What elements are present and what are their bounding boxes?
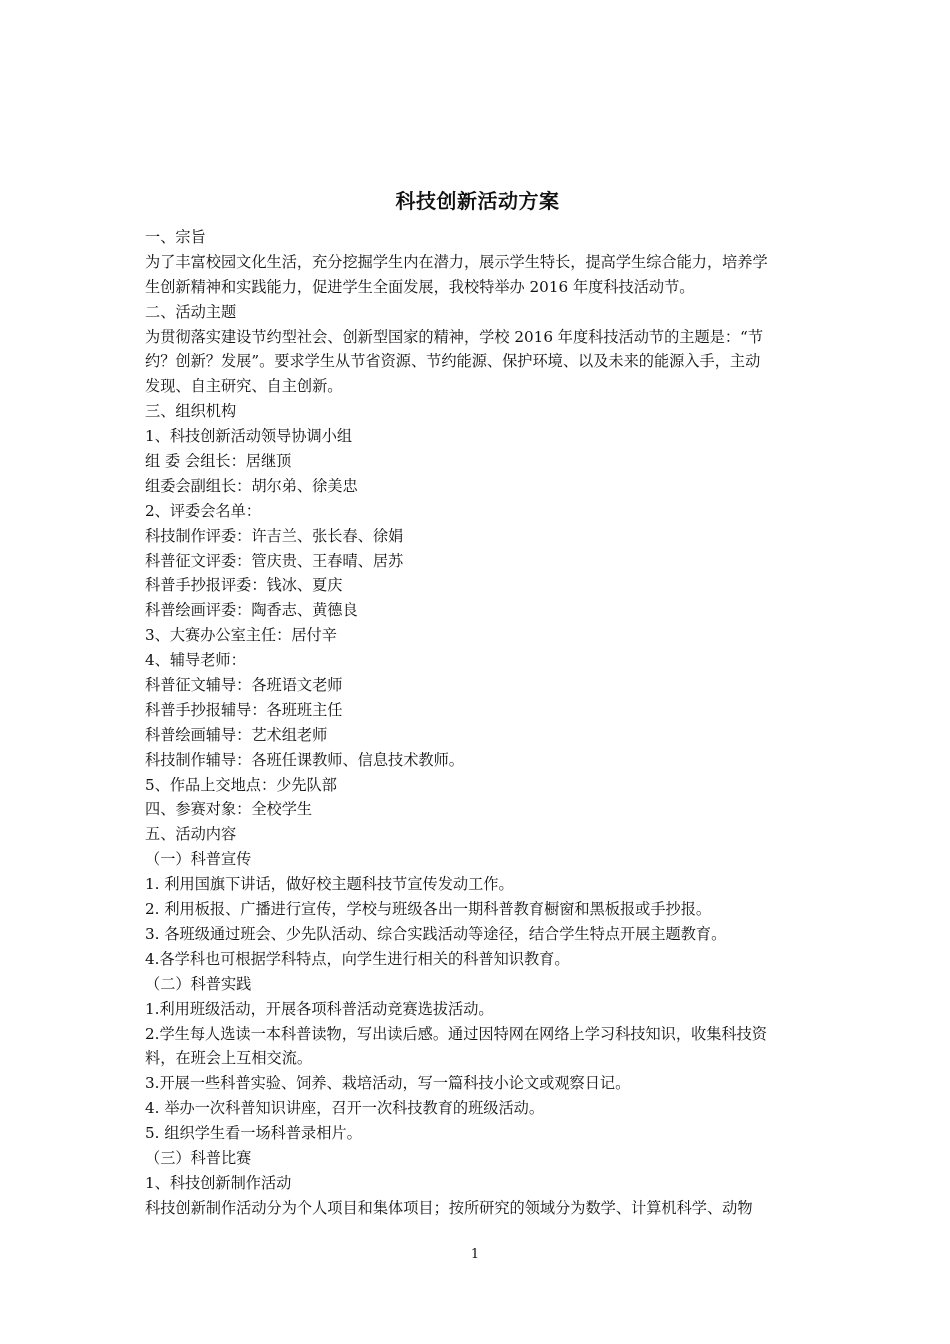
text-line: 科技创新制作活动分为个人项目和集体项目；按所研究的领域分为数学、计算机科学、动物 [145,1198,753,1217]
text-line: 生创新精神和实践能力，促进学生全面发展，我校特举办 2016 年度科技活动节。 [145,277,695,296]
text-line: 科普绘画辅导：艺术组老师 [145,725,328,744]
text-line: 约？创新？发展”。要求学生从节省资源、节约能源、保护环境、以及未来的能源入手，主动 [145,352,761,371]
text-line: 发现、自主研究、自主创新。 [145,377,343,396]
page-number: 1 [470,1247,480,1262]
text-line: 1、科技创新制作活动 [145,1173,292,1192]
text-line: 料，在班会上互相交流。 [145,1049,313,1068]
text-line: 1、科技创新活动领导协调小组 [145,427,353,446]
text-line: 2.学生每人选读一本科普读物，写出读后感。通过因特网在网络上学习科技知识，收集科技资 [145,1024,767,1043]
text-line: 三、组织机构 [145,402,237,421]
text-line: 组委会副组长：胡尔弟、徐美忠 [145,476,358,495]
text-line: 为了丰富校园文化生活，充分挖掘学生内在潜力，展示学生特长，提高学生综合能力，培养学 [145,252,768,271]
text-line: 4.各学科也可根据学科特点，向学生进行相关的科普知识教育。 [145,949,570,968]
text-line: 科普手抄报评委：钱冰、夏庆 [145,576,343,595]
text-line: 一、宗旨 [145,228,206,246]
text-line: 科技制作辅导：各班任课教师、信息技术教师。 [145,750,464,769]
text-line: 4、辅导老师： [145,651,246,670]
text-line: 3.开展一些科普实验、饲养、栽培活动，写一篇科技小论文或观察日记。 [145,1074,631,1093]
document-page [145,185,810,1221]
document-body [145,225,810,1221]
text-line: 四、参赛对象：全校学生 [145,800,313,819]
text-line: 科普征文辅导：各班语文老师 [145,676,343,695]
text-line: 为贯彻落实建设节约型社会、创新型国家的精神，学校 2016 年度科技活动节的主题是：“节 [145,327,764,346]
text-line: 组 委 会组长：居继顶 [145,452,292,471]
text-line: 5、作品上交地点：少先队部 [145,775,337,794]
text-line: 2. 利用板报、广播进行宣传，学校与班级各出一期科普教育橱窗和黑板报或手抄报。 [145,900,712,919]
text-line: （一）科普宣传 [145,850,252,869]
text-line: 科技制作评委：许吉兰、张长春、徐娟 [145,526,404,545]
text-line: 4. 举办一次科普知识讲座，召开一次科技教育的班级活动。 [145,1099,545,1118]
text-line: 1.利用班级活动，开展各项科普活动竞赛选拔活动。 [145,999,494,1018]
text-line: 1. 利用国旗下讲话，做好校主题科技节宣传发动工作。 [145,875,514,894]
text-line: 五、活动内容 [145,825,237,844]
text-line: 科普手抄报辅导：各班班主任 [145,700,343,719]
text-line: 3. 各班级通过班会、少先队活动、综合实践活动等途径，结合学生特点开展主题教育。 [145,924,727,943]
text-line: （三）科普比赛 [145,1148,252,1167]
text-line: （二）科普实践 [145,974,252,993]
document-title: 科技创新活动方案 [395,189,560,213]
text-line: 二、活动主题 [145,302,237,321]
text-line: 3、大赛办公室主任：居付辛 [145,626,337,645]
text-line: 2、评委会名单： [145,501,261,520]
text-line: 5. 组织学生看一场科普录相片。 [145,1124,362,1143]
text-line: 科普绘画评委：陶香志、黄德良 [145,601,358,620]
text-line: 科普征文评委：管庆贵、王春晴、居苏 [145,551,404,570]
